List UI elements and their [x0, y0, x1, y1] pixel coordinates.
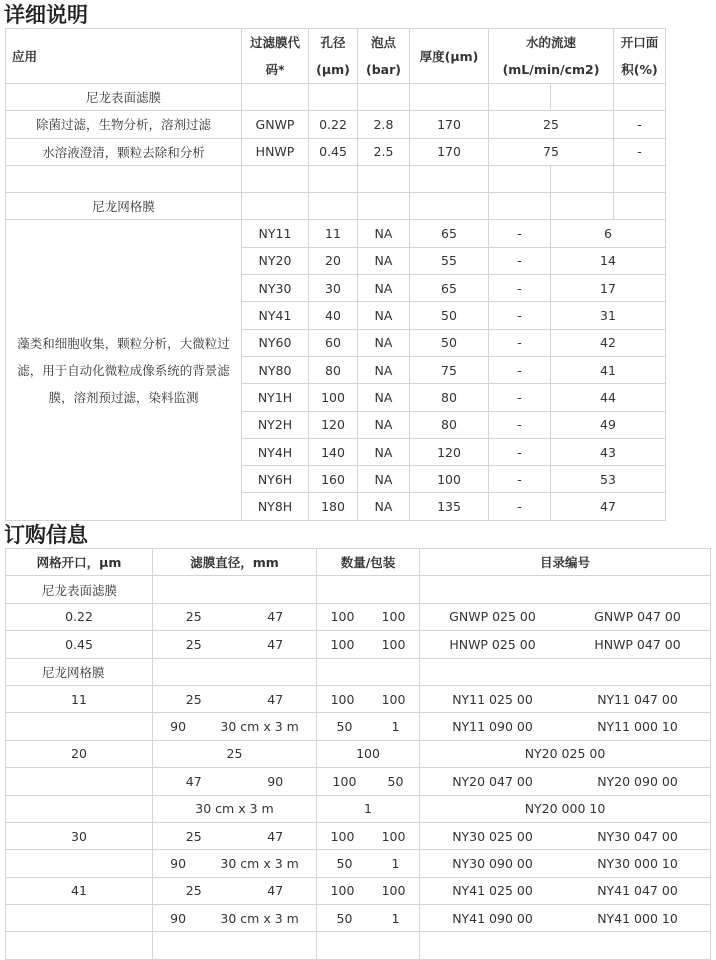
ordering-catalog-cell [420, 877, 711, 904]
spec-thickness: 50 [410, 302, 489, 329]
header-open-area: 开口面 积(%) [614, 29, 666, 84]
spec-application: 藻类和细胞收集，颗粒分析，大微粒过滤，用于自动化微粒成像系统的背景滤膜，溶剂预过滤，染料监测 [6, 220, 242, 520]
empty-cell [358, 165, 410, 192]
spec-code: NY20 [242, 247, 309, 274]
spec-flow: - [489, 275, 551, 302]
ordering-mesh: 20 [6, 740, 153, 767]
spec-flow: 25 [489, 111, 614, 138]
ordering-catalog-values [420, 856, 710, 871]
ordering-qty: 100 [330, 636, 355, 652]
ordering-mesh: 41 [6, 877, 153, 904]
ordering-diameter-cell [153, 658, 317, 685]
ordering-catalog: NY11 025 00 [452, 691, 533, 707]
spec-table [5, 28, 666, 521]
spec-bubble: NA [358, 438, 410, 465]
ordering-qty-values [317, 801, 419, 816]
spec-code: NY1H [242, 384, 309, 411]
spec-thickness: 65 [410, 220, 489, 247]
ordering-catalog: NY41 025 00 [452, 883, 533, 899]
header-bubble: 泡点 (bar) [358, 29, 410, 84]
ordering-diameter-cell [153, 603, 317, 630]
spec-open-area: 14 [551, 247, 666, 274]
ordering-group-label: 尼龙网格膜 [6, 658, 153, 685]
ordering-catalog: NY11 000 10 [597, 719, 678, 735]
spec-thickness: 80 [410, 411, 489, 438]
spec-thickness: 65 [410, 275, 489, 302]
ordering-diameter-cell [153, 932, 317, 959]
empty-cell [242, 84, 309, 111]
ordering-catalog-values [420, 637, 710, 652]
ordering-catalog: NY20 000 10 [524, 801, 606, 817]
ordering-qty-cell [317, 905, 420, 932]
spec-flow: - [489, 411, 551, 438]
ordering-diameter: 25 [185, 828, 202, 844]
ordering-diameter: 30 cm x 3 m [195, 801, 274, 817]
ordering-qty: 100 [330, 609, 355, 625]
ordering-catalog-cell [420, 768, 711, 795]
ordering-catalog-values [420, 883, 710, 898]
ordering-qty-cell [317, 658, 420, 685]
ordering-catalog-values [420, 609, 710, 624]
empty-cell [551, 193, 614, 220]
spec-open-area: 42 [551, 329, 666, 356]
group-row [6, 193, 666, 220]
header-code: 过滤膜代 码* [242, 29, 309, 84]
ordering-catalog: NY20 025 00 [524, 746, 606, 762]
ordering-catalog-cell [420, 932, 711, 959]
ordering-qty-values [317, 609, 419, 624]
group-label: 尼龙表面滤膜 [6, 84, 242, 111]
ordering-qty-cell [317, 603, 420, 630]
ordering-diameter-values [153, 719, 316, 734]
ordering-catalog: NY30 025 00 [452, 828, 533, 844]
spec-code: NY6H [242, 466, 309, 493]
ordering-diameter: 25 [185, 691, 202, 707]
spec-application: 除菌过滤，生物分析，溶剂过滤 [6, 111, 242, 138]
empty-cell [551, 84, 614, 111]
header-diameter: 滤膜直径，mm [153, 549, 317, 576]
spec-code: NY11 [242, 220, 309, 247]
ordering-row [6, 877, 711, 904]
empty-cell [358, 193, 410, 220]
spec-thickness: 170 [410, 138, 489, 165]
empty-cell [6, 165, 242, 192]
spec-flow: - [489, 438, 551, 465]
ordering-diameter: 47 [267, 636, 284, 652]
spec-flow: - [489, 493, 551, 520]
spec-flow: - [489, 329, 551, 356]
ordering-group-label: 尼龙表面滤膜 [6, 576, 153, 603]
ordering-diameter-values [153, 774, 316, 789]
ordering-catalog: NY41 000 10 [597, 910, 678, 926]
empty-cell [489, 193, 551, 220]
ordering-qty: 100 [330, 828, 355, 844]
spec-pore: 180 [309, 493, 358, 520]
ordering-qty: 100 [381, 691, 406, 707]
ordering-qty-values [317, 829, 419, 844]
spec-row [6, 111, 666, 138]
ordering-row [6, 713, 711, 740]
ordering-catalog-cell [420, 713, 711, 740]
ordering-diameter: 90 [267, 773, 284, 789]
ordering-qty: 1 [391, 719, 400, 735]
ordering-diameter: 47 [185, 773, 202, 789]
header-mesh: 网格开口，μm [6, 549, 153, 576]
ordering-catalog: NY30 047 00 [597, 828, 678, 844]
ordering-mesh [6, 768, 153, 795]
spec-pore: 20 [309, 247, 358, 274]
spec-bubble: 2.5 [358, 138, 410, 165]
ordering-qty-values [317, 692, 419, 707]
spec-bubble: NA [358, 411, 410, 438]
ordering-diameter-cell [153, 713, 317, 740]
spec-bubble: NA [358, 466, 410, 493]
spec-pore: 80 [309, 356, 358, 383]
spec-thickness: 80 [410, 384, 489, 411]
ordering-qty: 50 [336, 910, 353, 926]
empty-row [6, 165, 666, 192]
ordering-diameter-values [153, 829, 316, 844]
ordering-catalog-cell [420, 576, 711, 603]
ordering-row [6, 685, 711, 712]
ordering-catalog: NY20 090 00 [597, 773, 678, 789]
spec-thickness: 100 [410, 466, 489, 493]
ordering-qty: 100 [330, 691, 355, 707]
ordering-mesh [6, 850, 153, 877]
ordering-diameter-values [153, 911, 316, 926]
spec-bubble: NA [358, 384, 410, 411]
ordering-mesh: 11 [6, 685, 153, 712]
spec-pore: 160 [309, 466, 358, 493]
ordering-mesh [6, 905, 153, 932]
spec-pore: 120 [309, 411, 358, 438]
spec-thickness: 50 [410, 329, 489, 356]
ordering-qty: 100 [381, 828, 406, 844]
empty-cell [614, 165, 666, 192]
ordering-qty: 1 [364, 801, 372, 817]
spec-open-area: - [614, 111, 666, 138]
ordering-diameter-cell [153, 576, 317, 603]
ordering-diameter: 47 [267, 828, 284, 844]
ordering-catalog-values [420, 774, 710, 789]
spec-application: 水溶液澄清，颗粒去除和分析 [6, 138, 242, 165]
ordering-qty-cell [317, 850, 420, 877]
spec-bubble: NA [358, 247, 410, 274]
spec-code: NY30 [242, 275, 309, 302]
spec-open-area: 43 [551, 438, 666, 465]
empty-cell [309, 84, 358, 111]
ordering-catalog-values [420, 801, 710, 816]
details-title: 详细说明 [4, 3, 88, 27]
header-thickness: 厚度(μm) [410, 29, 489, 84]
ordering-group-row [6, 658, 711, 685]
spec-code: HNWP [242, 138, 309, 165]
header-application: 应用 [6, 29, 242, 84]
ordering-qty-cell [317, 740, 420, 767]
ordering-qty-values [317, 719, 419, 734]
ordering-catalog: GNWP 047 00 [594, 609, 681, 625]
ordering-catalog-cell [420, 685, 711, 712]
ordering-mesh: 30 [6, 822, 153, 849]
spec-code: NY4H [242, 438, 309, 465]
ordering-header-row [6, 549, 711, 576]
spec-open-area: 17 [551, 275, 666, 302]
spec-thickness: 170 [410, 111, 489, 138]
ordering-catalog-cell [420, 905, 711, 932]
ordering-catalog-cell [420, 631, 711, 658]
spec-code: GNWP [242, 111, 309, 138]
spec-thickness: 75 [410, 356, 489, 383]
ordering-mesh: 0.22 [6, 603, 153, 630]
ordering-catalog-cell [420, 795, 711, 822]
ordering-diameter: 90 [170, 719, 187, 735]
ordering-diameter: 47 [267, 691, 284, 707]
ordering-qty-cell [317, 768, 420, 795]
ordering-diameter: 25 [226, 746, 243, 762]
ordering-qty-values [317, 774, 419, 789]
ordering-catalog: NY30 090 00 [452, 855, 533, 871]
empty-cell [309, 193, 358, 220]
ordering-diameter-cell [153, 795, 317, 822]
ordering-diameter-cell [153, 850, 317, 877]
empty-cell [489, 84, 551, 111]
ordering-row [6, 603, 711, 630]
ordering-qty: 1 [391, 910, 400, 926]
ordering-mesh: 0.45 [6, 631, 153, 658]
ordering-qty: 50 [387, 773, 404, 789]
spec-pore: 30 [309, 275, 358, 302]
spec-flow: - [489, 384, 551, 411]
empty-cell [614, 193, 666, 220]
empty-cell [410, 193, 489, 220]
spec-open-area: 41 [551, 356, 666, 383]
ordering-diameter-values [153, 746, 316, 761]
spec-code: NY80 [242, 356, 309, 383]
spec-bubble: NA [358, 329, 410, 356]
spec-flow: - [489, 302, 551, 329]
ordering-catalog: NY20 047 00 [452, 773, 533, 789]
ordering-catalog: NY41 047 00 [597, 883, 678, 899]
spec-open-area: 44 [551, 384, 666, 411]
ordering-row [6, 768, 711, 795]
ordering-diameter: 47 [267, 609, 284, 625]
spec-flow: - [489, 220, 551, 247]
spec-pore: 11 [309, 220, 358, 247]
header-flow: 水的流速 (mL/min/cm2) [489, 29, 614, 84]
spec-bubble: NA [358, 220, 410, 247]
ordering-diameter-cell [153, 768, 317, 795]
ordering-catalog-cell [420, 603, 711, 630]
spec-open-area: 47 [551, 493, 666, 520]
ordering-diameter: 30 cm x 3 m [220, 910, 299, 926]
spec-open-area: 53 [551, 466, 666, 493]
ordering-mesh [6, 795, 153, 822]
spec-open-area: 49 [551, 411, 666, 438]
ordering-catalog-cell [420, 822, 711, 849]
ordering-diameter-values [153, 856, 316, 871]
ordering-row [6, 932, 711, 959]
ordering-qty-values [317, 911, 419, 926]
ordering-qty-values [317, 883, 419, 898]
ordering-diameter-cell [153, 905, 317, 932]
empty-cell [242, 193, 309, 220]
header-pore: 孔径 (μm) [309, 29, 358, 84]
ordering-diameter: 90 [170, 855, 187, 871]
ordering-qty-values [317, 637, 419, 652]
spec-row [6, 220, 666, 247]
spec-flow: - [489, 356, 551, 383]
ordering-qty: 100 [381, 609, 406, 625]
ordering-diameter-values [153, 637, 316, 652]
ordering-qty-values [317, 856, 419, 871]
spec-header-row [6, 29, 666, 84]
ordering-qty: 100 [381, 636, 406, 652]
ordering-qty-values [317, 746, 419, 761]
ordering-row [6, 631, 711, 658]
ordering-qty: 100 [330, 883, 355, 899]
ordering-qty-cell [317, 932, 420, 959]
spec-code: NY8H [242, 493, 309, 520]
ordering-diameter-cell [153, 822, 317, 849]
ordering-catalog-values [420, 911, 710, 926]
spec-bubble: 2.8 [358, 111, 410, 138]
ordering-qty: 50 [336, 855, 353, 871]
ordering-diameter: 25 [185, 636, 202, 652]
spec-pore: 0.22 [309, 111, 358, 138]
ordering-group-row [6, 576, 711, 603]
ordering-table [5, 548, 711, 960]
spec-bubble: NA [358, 356, 410, 383]
empty-cell [489, 165, 551, 192]
ordering-diameter-values [153, 692, 316, 707]
ordering-diameter-cell [153, 877, 317, 904]
ordering-row [6, 905, 711, 932]
ordering-title: 订购信息 [4, 523, 88, 547]
ordering-qty-cell [317, 877, 420, 904]
ordering-catalog-cell [420, 658, 711, 685]
spec-pore: 100 [309, 384, 358, 411]
ordering-diameter: 30 cm x 3 m [220, 855, 299, 871]
spec-bubble: NA [358, 302, 410, 329]
ordering-catalog: HNWP 025 00 [449, 636, 536, 652]
empty-cell [614, 84, 666, 111]
ordering-mesh [6, 932, 153, 959]
empty-cell [309, 165, 358, 192]
spec-thickness: 120 [410, 438, 489, 465]
ordering-catalog: NY11 090 00 [452, 719, 533, 735]
spec-code: NY60 [242, 329, 309, 356]
ordering-qty-cell [317, 713, 420, 740]
spec-thickness: 135 [410, 493, 489, 520]
ordering-diameter: 25 [185, 609, 202, 625]
ordering-diameter-values [153, 883, 316, 898]
ordering-catalog-values [420, 829, 710, 844]
ordering-diameter-values [153, 801, 316, 816]
ordering-row [6, 822, 711, 849]
ordering-catalog-values [420, 719, 710, 734]
ordering-row [6, 850, 711, 877]
spec-thickness: 55 [410, 247, 489, 274]
group-label: 尼龙网格膜 [6, 193, 242, 220]
spec-bubble: NA [358, 275, 410, 302]
ordering-qty-cell [317, 631, 420, 658]
spec-open-area: 6 [551, 220, 666, 247]
header-qty: 数量/包装 [317, 549, 420, 576]
spec-code: NY41 [242, 302, 309, 329]
spec-pore: 40 [309, 302, 358, 329]
spec-flow: - [489, 466, 551, 493]
ordering-diameter-cell [153, 740, 317, 767]
ordering-diameter: 30 cm x 3 m [220, 719, 299, 735]
spec-bubble: NA [358, 493, 410, 520]
spec-open-area: 31 [551, 302, 666, 329]
ordering-catalog-cell [420, 740, 711, 767]
ordering-qty: 50 [336, 719, 353, 735]
ordering-catalog-cell [420, 850, 711, 877]
ordering-qty-cell [317, 795, 420, 822]
ordering-qty: 100 [381, 883, 406, 899]
ordering-diameter: 90 [170, 910, 187, 926]
group-row [6, 84, 666, 111]
ordering-diameter-cell [153, 685, 317, 712]
spec-row [6, 138, 666, 165]
ordering-qty: 1 [391, 855, 400, 871]
empty-cell [242, 165, 309, 192]
empty-cell [551, 165, 614, 192]
ordering-diameter: 25 [185, 883, 202, 899]
ordering-catalog: NY41 090 00 [452, 910, 533, 926]
ordering-qty-cell [317, 822, 420, 849]
spec-code: NY2H [242, 411, 309, 438]
header-catalog: 目录编号 [420, 549, 711, 576]
ordering-diameter: 47 [267, 883, 284, 899]
ordering-catalog-values [420, 746, 710, 761]
ordering-diameter-values [153, 609, 316, 624]
spec-pore: 140 [309, 438, 358, 465]
ordering-qty: 100 [356, 746, 380, 762]
ordering-row [6, 740, 711, 767]
spec-pore: 0.45 [309, 138, 358, 165]
ordering-catalog: GNWP 025 00 [449, 609, 536, 625]
ordering-catalog: HNWP 047 00 [594, 636, 681, 652]
empty-cell [410, 84, 489, 111]
ordering-diameter-cell [153, 631, 317, 658]
ordering-qty-cell [317, 576, 420, 603]
ordering-catalog: NY11 047 00 [597, 691, 678, 707]
empty-cell [358, 84, 410, 111]
ordering-catalog: NY30 000 10 [597, 855, 678, 871]
ordering-row [6, 795, 711, 822]
spec-flow: 75 [489, 138, 614, 165]
ordering-qty: 100 [332, 773, 357, 789]
ordering-qty-cell [317, 685, 420, 712]
empty-cell [410, 165, 489, 192]
ordering-catalog-values [420, 692, 710, 707]
spec-open-area: - [614, 138, 666, 165]
spec-pore: 60 [309, 329, 358, 356]
ordering-mesh [6, 713, 153, 740]
spec-flow: - [489, 247, 551, 274]
